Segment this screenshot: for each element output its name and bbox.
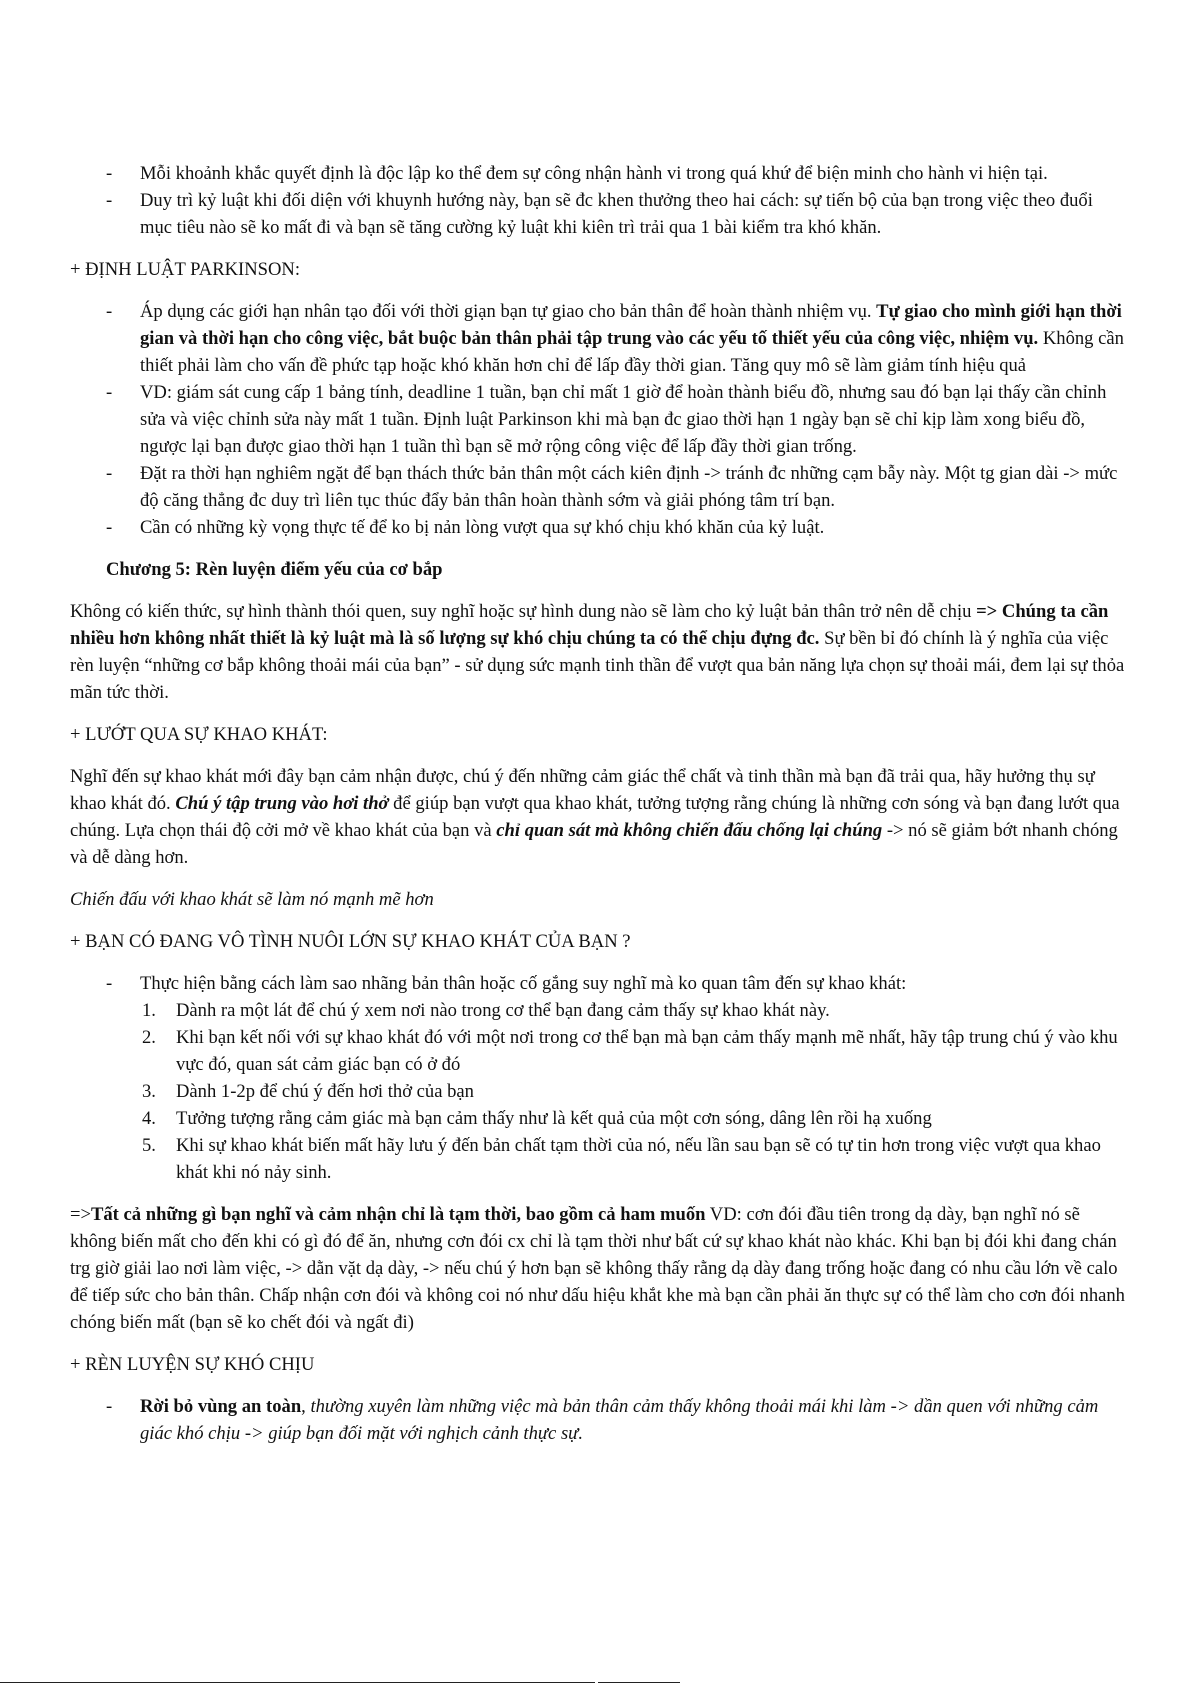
list-item: - Duy trì kỷ luật khi đối diện với khuynh hướng này, bạn sẽ đc khen thưởng theo hai cách: sự tiến bộ của bạn trong việc theo đuổi mục tiêu nào sẽ ko mất đi và bạn sẽ tăng cường kỷ luật khi kiên trì trải qua 1 bài kiểm tra khó khăn.	[70, 187, 1125, 241]
text-run: Nghĩ đến sự khao khát mới đây bạn cảm nhận được, chú ý đến những cảm giác thể chất và tinh thần mà bạn đã trải qua, hãy hưởng thụ sự khao khát đó.	[70, 766, 1095, 814]
numbered-item	[70, 1078, 1125, 1105]
chapter-title: Chương 5: Rèn luyện điểm yếu của cơ bắp	[106, 559, 443, 580]
text-run: VD: cơn đói đầu tiên trong dạ dày, bạn nghĩ nó sẽ không biến mất cho đến khi có gì đó để ăn, nhưng cơn đói cx chỉ là tạm thời như bất cứ sự khao khát nào khác. Khi bạn bị đói khi đang chán trg giờ giải lao nơi làm việc, -> dằn vặt dạ dày, -> nếu chú ý hơn bạn sẽ không thấy rằng dạ dày đang trống hoặc đang có nhu cầu lớn về calo để tiếp sức cho bản thân. Chấp nhận cơn đói và không coi nó như dấu hiệu khắt khe mà bạn cần phải ăn thực sự có thể làm cho cơn đói nhanh chóng biến mất (bạn sẽ ko chết đói và ngất đi)	[70, 1204, 1125, 1333]
list-item: - Thực hiện bằng cách làm sao nhãng bản thân hoặc cố gắng suy nghĩ mà ko quan tâm đến sự khao khát:	[70, 970, 1125, 997]
item-number: 3.	[142, 1081, 156, 1102]
list-item: - VD: giám sát cung cấp 1 bảng tính, deadline 1 tuần, bạn chỉ mất 1 giờ để hoàn thành biểu đồ, nhưng sau đó bạn lại thấy cần chỉnh sửa và việc chỉnh sửa này mất 1 tuần. Định luật Parkinson khi mà bạn đc giao thời hạn 1 ngày bạn sẽ chỉ kịp làm xong biểu đồ, ngược lại bạn được giao thời hạn 1 tuần thì bạn sẽ mở rộng công việc để lấp đầy thời gian trống.	[70, 379, 1125, 460]
numbered-item	[70, 997, 1125, 1024]
list-item	[70, 298, 1125, 379]
item-number: 5.	[142, 1135, 156, 1156]
bold-italic-text: chỉ quan sát mà không chiến đấu chống lại chúng	[496, 820, 883, 841]
item-text: Dành 1-2p để chú ý đến hơi thở của bạn	[176, 1081, 474, 1102]
italic-note: Chiến đấu với khao khát sẽ làm nó mạnh mẽ hơn	[70, 889, 434, 910]
item-number: 1.	[142, 1000, 156, 1021]
bold-text: => Chúng ta cần nhiều hơn không nhất thiết là kỷ luật mà là số lượng sự khó chịu chúng ta có thể chịu đựng đc.	[70, 601, 1109, 649]
numbered-item	[70, 1132, 1125, 1186]
text-run: Áp dụng các giới hạn nhân tạo đối với thời giạn bạn tự giao cho bản thân để hoàn thành nhiệm vụ.	[140, 301, 877, 322]
paragraph	[70, 763, 1125, 871]
item-number: 4.	[142, 1108, 156, 1129]
bold-text: Tự giao cho mình giới hạn thời gian và thời hạn cho công việc, bắt buộc bản thân phải tập trung vào các yếu tố thiết yếu của công việc, nhiệm vụ.	[140, 301, 1122, 349]
item-text: Tưởng tượng rằng cảm giác mà bạn cảm thấy như là kết quả của một cơn sóng, dâng lên rồi hạ xuống	[176, 1108, 932, 1129]
item-number: 2.	[142, 1027, 156, 1048]
text-run: Không cần thiết phải làm cho vấn đề phức tạp hoặc khó khăn hơn chỉ để lấp đầy thời gian. Tăng quy mô sẽ làm giảm tính hiệu quả	[140, 328, 1124, 376]
section-heading-craving: + LƯỚT QUA SỰ KHAO KHÁT:	[70, 724, 328, 745]
text-run: để giúp bạn vượt qua khao khát, tưởng tượng rằng chúng là những cơn sóng và bạn đang lướt qua chúng. Lựa chọn thái độ cởi mở về khao khát của bạn và	[70, 793, 1120, 841]
bold-text: Tất cả những gì bạn nghĩ và cảm nhận chỉ là tạm thời, bao gồm cả ham muốn	[90, 1204, 706, 1225]
footer-divider	[598, 1682, 680, 1683]
list-item: - Đặt ra thời hạn nghiêm ngặt để bạn thách thức bản thân một cách kiên định -> tránh đc những cạm bẫy này. Một tg gian dài -> mức độ căng thẳng đc duy trì liên tục thúc đẩy bản thân hoàn thành sớm và giải phóng tâm trí bạn.	[70, 460, 1125, 514]
footer-divider	[0, 1682, 595, 1683]
numbered-item	[70, 1024, 1125, 1078]
bold-italic-text: Chú ý tập trung vào hơi thở	[175, 793, 389, 814]
list-item	[70, 1393, 1125, 1447]
text-run: ,	[301, 1396, 311, 1417]
item-text: Dành ra một lát để chú ý xem nơi nào trong cơ thể bạn đang cảm thấy sự khao khát này.	[176, 1000, 830, 1021]
item-text: Khi bạn kết nối với sự khao khát đó với một nơi trong cơ thể bạn mà bạn cảm thấy mạnh mẽ nhất, hãy tập trung chú ý vào khu vực đó, quan sát cảm giác bạn có ở đó	[176, 1027, 1118, 1075]
list-item: - Mỗi khoảnh khắc quyết định là độc lập ko thể đem sự công nhận hành vi trong quá khứ để biện minh cho hành vi hiện tại.	[70, 160, 1125, 187]
text-run: -> nó sẽ giảm bớt nhanh chóng và dễ dàng hơn.	[70, 820, 1118, 868]
paragraph	[70, 598, 1125, 706]
bold-text: Rời bỏ vùng an toàn	[140, 1396, 302, 1417]
text-run: Không có kiến thức, sự hình thành thói quen, suy nghĩ hoặc sự hình dung nào sẽ làm cho kỷ luật bản thân trở nên dễ chịu	[70, 601, 977, 622]
paragraph	[70, 1201, 1125, 1336]
numbered-item	[70, 1105, 1125, 1132]
document-page	[70, 160, 1125, 1447]
section-heading-parkinson: + ĐỊNH LUẬT PARKINSON:	[70, 259, 301, 280]
item-text: Khi sự khao khát biến mất hãy lưu ý đến bản chất tạm thời của nó, nếu lần sau bạn sẽ có tự tin hơn trong việc vượt qua khao khát khi nó nảy sinh.	[176, 1135, 1101, 1183]
list-item: - Cần có những kỳ vọng thực tế để ko bị nản lòng vượt qua sự khó chịu khó khăn của kỷ luật.	[70, 514, 1125, 541]
section-heading-discomfort: + RÈN LUYỆN SỰ KHÓ CHỊU	[70, 1354, 315, 1375]
text-run: =>	[70, 1204, 91, 1225]
italic-text: thường xuyên làm những việc mà bản thân cảm thấy không thoải mái khi làm -> dần quen với những cảm giác khó chịu -> giúp bạn đối mặt với nghịch cảnh thực sự.	[140, 1396, 1099, 1444]
section-heading-feeding: + BẠN CÓ ĐANG VÔ TÌNH NUÔI LỚN SỰ KHAO KHÁT CỦA BẠN ?	[70, 931, 631, 952]
text-run: Sự bền bỉ đó chính là ý nghĩa của việc rèn luyện “những cơ bắp không thoải mái của bạn” - sử dụng sức mạnh tinh thần để vượt qua bản năng lựa chọn sự thoải mái, đem lại sự thỏa mãn tức thời.	[70, 628, 1125, 703]
